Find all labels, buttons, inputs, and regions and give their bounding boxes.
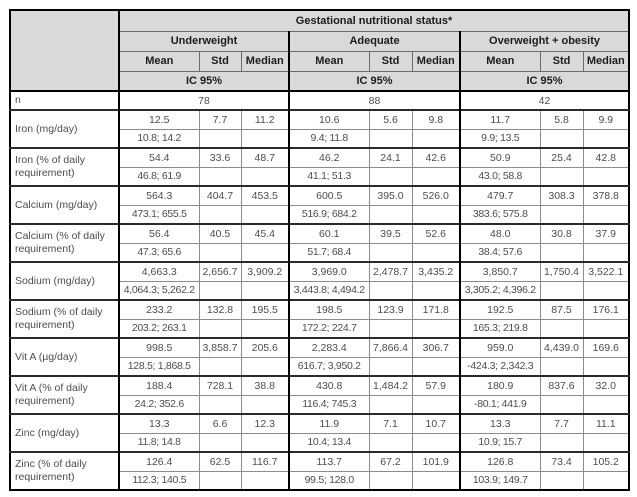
cell-empty	[583, 281, 629, 300]
cell-ic-95: 3,305.2; 4,396.2	[460, 281, 540, 300]
cell-median: 116.7	[241, 452, 289, 471]
cell-empty	[540, 319, 583, 338]
cell-median: 205.6	[241, 338, 289, 357]
cell-empty	[199, 357, 241, 376]
cell-median: 57.9	[412, 376, 460, 395]
cell-ic-95: -80.1; 441.9	[460, 395, 540, 414]
table-title: Gestational nutritional status*	[119, 10, 629, 31]
cell-std: 67.2	[369, 452, 412, 471]
cell-median: 11.1	[583, 414, 629, 433]
cell-std: 24.1	[369, 148, 412, 167]
cell-empty	[540, 281, 583, 300]
cell-empty	[583, 319, 629, 338]
cell-ic-95: 112.3; 140.5	[119, 471, 199, 490]
cell-empty	[241, 395, 289, 414]
row-label: Calcium (mg/day)	[10, 186, 119, 224]
cell-empty	[583, 357, 629, 376]
n-value-underweight: 78	[119, 91, 289, 110]
cell-median: 171.8	[412, 300, 460, 319]
nutrient-value-row	[10, 224, 629, 243]
cell-median: 32.0	[583, 376, 629, 395]
cell-mean: 11.9	[289, 414, 369, 433]
cell-std: 1,484.2	[369, 376, 412, 395]
cell-median: 52.6	[412, 224, 460, 243]
cell-median: 195.5	[241, 300, 289, 319]
cell-ic-95: -424.3; 2,342.3	[460, 357, 540, 376]
cell-empty	[540, 471, 583, 490]
cell-median: 3,522.1	[583, 262, 629, 281]
row-label: Iron (mg/day)	[10, 110, 119, 148]
cell-std: 3,858.7	[199, 338, 241, 357]
cell-mean: 2,283.4	[289, 338, 369, 357]
cell-ic-95: 203.2; 263.1	[119, 319, 199, 338]
row-label: Sodium (% of daily requirement)	[10, 300, 119, 338]
cell-median: 9.9	[583, 110, 629, 129]
cell-std: 6.6	[199, 414, 241, 433]
cell-mean: 233.2	[119, 300, 199, 319]
cell-ic-95: 99.5; 128.0	[289, 471, 369, 490]
cell-median: 12.3	[241, 414, 289, 433]
cell-empty	[412, 281, 460, 300]
row-label: Iron (% of daily requirement)	[10, 148, 119, 186]
cell-empty	[412, 433, 460, 452]
cell-std: 5.6	[369, 110, 412, 129]
cell-empty	[369, 167, 412, 186]
cell-median: 37.9	[583, 224, 629, 243]
ic-95-header: IC 95%	[289, 71, 460, 91]
cell-ic-95: 38.4; 57.6	[460, 243, 540, 262]
nutrient-value-row	[10, 110, 629, 129]
cell-median: 169.6	[583, 338, 629, 357]
cell-empty	[199, 205, 241, 224]
cell-ic-95: 116.4; 745.3	[289, 395, 369, 414]
cell-empty	[540, 357, 583, 376]
cell-std: 132.8	[199, 300, 241, 319]
cell-empty	[241, 243, 289, 262]
cell-std: 30.8	[540, 224, 583, 243]
nutrition-status-table	[9, 9, 630, 491]
cell-empty	[199, 433, 241, 452]
cell-empty	[583, 243, 629, 262]
cell-ic-95: 24.2; 352.6	[119, 395, 199, 414]
cell-empty	[369, 281, 412, 300]
cell-std: 395.0	[369, 186, 412, 205]
cell-empty	[540, 205, 583, 224]
ic-95-header: IC 95%	[460, 71, 629, 91]
cell-std: 308.3	[540, 186, 583, 205]
cell-mean: 126.4	[119, 452, 199, 471]
cell-mean: 60.1	[289, 224, 369, 243]
cell-empty	[199, 471, 241, 490]
cell-empty	[412, 243, 460, 262]
corner-cell	[10, 10, 119, 91]
cell-empty	[369, 319, 412, 338]
cell-empty	[583, 471, 629, 490]
col-header-mean: Mean	[119, 51, 199, 71]
cell-ic-95: 9.4; 11.8	[289, 129, 369, 148]
cell-median: 101.9	[412, 452, 460, 471]
cell-mean: 113.7	[289, 452, 369, 471]
col-header-median: Median	[412, 51, 460, 71]
group-header-adequate: Adequate	[289, 31, 460, 51]
n-value-adequate: 88	[289, 91, 460, 110]
cell-mean: 11.7	[460, 110, 540, 129]
row-label: Sodium (mg/day)	[10, 262, 119, 300]
cell-empty	[199, 319, 241, 338]
cell-ic-95: 103.9; 149.7	[460, 471, 540, 490]
cell-ic-95: 51.7; 68.4	[289, 243, 369, 262]
cell-ic-95: 616.7; 3,950.2	[289, 357, 369, 376]
cell-empty	[583, 433, 629, 452]
nutrient-value-row	[10, 148, 629, 167]
cell-ic-95: 10.9; 15.7	[460, 433, 540, 452]
col-header-std: Std	[199, 51, 241, 71]
cell-median: 38.8	[241, 376, 289, 395]
cell-ic-95: 43.0; 58.8	[460, 167, 540, 186]
cell-empty	[241, 471, 289, 490]
col-header-median: Median	[583, 51, 629, 71]
cell-mean: 564.3	[119, 186, 199, 205]
cell-empty	[369, 243, 412, 262]
cell-mean: 3,850.7	[460, 262, 540, 281]
cell-std: 7,866.4	[369, 338, 412, 357]
cell-empty	[241, 167, 289, 186]
cell-empty	[241, 205, 289, 224]
cell-empty	[412, 357, 460, 376]
cell-empty	[412, 129, 460, 148]
cell-empty	[369, 357, 412, 376]
cell-std: 40.5	[199, 224, 241, 243]
cell-empty	[412, 395, 460, 414]
nutrient-value-row	[10, 376, 629, 395]
cell-median: 45.4	[241, 224, 289, 243]
cell-ic-95: 128.5; 1,868.5	[119, 357, 199, 376]
cell-std: 7.7	[540, 414, 583, 433]
cell-mean: 180.9	[460, 376, 540, 395]
cell-std: 2,656.7	[199, 262, 241, 281]
cell-std: 62.5	[199, 452, 241, 471]
cell-empty	[540, 167, 583, 186]
cell-ic-95: 516.9; 684.2	[289, 205, 369, 224]
cell-ic-95: 3,443.8; 4,494.2	[289, 281, 369, 300]
cell-empty	[369, 433, 412, 452]
cell-ic-95: 172.2; 224.7	[289, 319, 369, 338]
cell-empty	[241, 319, 289, 338]
cell-median: 526.0	[412, 186, 460, 205]
col-header-std: Std	[369, 51, 412, 71]
row-label: Calcium (% of daily requirement)	[10, 224, 119, 262]
title-row	[10, 10, 629, 31]
cell-empty	[199, 129, 241, 148]
cell-std: 404.7	[199, 186, 241, 205]
cell-empty	[369, 129, 412, 148]
cell-ic-95: 41.1; 51.3	[289, 167, 369, 186]
cell-empty	[199, 167, 241, 186]
cell-empty	[369, 471, 412, 490]
n-label: n	[10, 91, 119, 110]
cell-std: 87.5	[540, 300, 583, 319]
cell-empty	[241, 357, 289, 376]
cell-empty	[540, 243, 583, 262]
cell-mean: 479.7	[460, 186, 540, 205]
cell-mean: 48.0	[460, 224, 540, 243]
cell-std: 25.4	[540, 148, 583, 167]
cell-empty	[369, 205, 412, 224]
col-header-mean: Mean	[460, 51, 540, 71]
row-label: Zinc (mg/day)	[10, 414, 119, 452]
cell-median: 42.6	[412, 148, 460, 167]
cell-mean: 54.4	[119, 148, 199, 167]
nutrient-value-row	[10, 262, 629, 281]
cell-ic-95: 11.8; 14.8	[119, 433, 199, 452]
cell-empty	[241, 281, 289, 300]
cell-empty	[199, 243, 241, 262]
cell-empty	[583, 205, 629, 224]
cell-median: 11.2	[241, 110, 289, 129]
row-label: Vit A (% of daily requirement)	[10, 376, 119, 414]
cell-median: 42.8	[583, 148, 629, 167]
nutrient-value-row	[10, 186, 629, 205]
cell-std: 39.5	[369, 224, 412, 243]
cell-mean: 4,663.3	[119, 262, 199, 281]
cell-median: 105.2	[583, 452, 629, 471]
cell-ic-95: 46.8; 61.9	[119, 167, 199, 186]
nutrient-value-row	[10, 414, 629, 433]
cell-ic-95: 9.9; 13.5	[460, 129, 540, 148]
cell-empty	[540, 433, 583, 452]
group-header-overweight-obesity: Overweight + obesity	[460, 31, 629, 51]
cell-empty	[583, 129, 629, 148]
cell-empty	[412, 319, 460, 338]
cell-empty	[241, 433, 289, 452]
cell-std: 5.8	[540, 110, 583, 129]
nutrient-value-row	[10, 338, 629, 357]
cell-mean: 56.4	[119, 224, 199, 243]
cell-median: 48.7	[241, 148, 289, 167]
cell-median: 3,909.2	[241, 262, 289, 281]
n-value-overweight-obesity: 42	[460, 91, 629, 110]
cell-median: 453.5	[241, 186, 289, 205]
cell-mean: 126.8	[460, 452, 540, 471]
cell-median: 306.7	[412, 338, 460, 357]
cell-mean: 959.0	[460, 338, 540, 357]
cell-std: 1,750.4	[540, 262, 583, 281]
cell-empty	[199, 281, 241, 300]
cell-mean: 46.2	[289, 148, 369, 167]
cell-std: 837.6	[540, 376, 583, 395]
cell-std: 7.1	[369, 414, 412, 433]
cell-empty	[583, 167, 629, 186]
cell-empty	[583, 395, 629, 414]
cell-mean: 188.4	[119, 376, 199, 395]
cell-median: 9.8	[412, 110, 460, 129]
cell-std: 4,439.0	[540, 338, 583, 357]
cell-mean: 13.3	[119, 414, 199, 433]
nutrient-value-row	[10, 452, 629, 471]
cell-empty	[199, 395, 241, 414]
cell-std: 7.7	[199, 110, 241, 129]
cell-ic-95: 47.3; 65.6	[119, 243, 199, 262]
cell-ic-95: 10.8; 14.2	[119, 129, 199, 148]
cell-ic-95: 4,064.3; 5,262.2	[119, 281, 199, 300]
col-header-mean: Mean	[289, 51, 369, 71]
cell-std: 2,478.7	[369, 262, 412, 281]
cell-std: 728.1	[199, 376, 241, 395]
group-header-underweight: Underweight	[119, 31, 289, 51]
cell-ic-95: 165.3; 219.8	[460, 319, 540, 338]
cell-mean: 10.6	[289, 110, 369, 129]
cell-mean: 998.5	[119, 338, 199, 357]
cell-median: 378.8	[583, 186, 629, 205]
cell-mean: 3,969.0	[289, 262, 369, 281]
cell-mean: 198.5	[289, 300, 369, 319]
cell-empty	[369, 395, 412, 414]
cell-empty	[241, 129, 289, 148]
cell-empty	[412, 471, 460, 490]
cell-median: 10.7	[412, 414, 460, 433]
cell-std: 33.6	[199, 148, 241, 167]
col-header-std: Std	[540, 51, 583, 71]
ic-95-header: IC 95%	[119, 71, 289, 91]
row-label: Vit A (µg/day)	[10, 338, 119, 376]
cell-std: 123.9	[369, 300, 412, 319]
cell-mean: 430.8	[289, 376, 369, 395]
nutrient-value-row	[10, 300, 629, 319]
cell-mean: 50.9	[460, 148, 540, 167]
cell-ic-95: 383.6; 575.8	[460, 205, 540, 224]
cell-ic-95: 10.4; 13.4	[289, 433, 369, 452]
cell-median: 176.1	[583, 300, 629, 319]
col-header-median: Median	[241, 51, 289, 71]
cell-median: 3,435.2	[412, 262, 460, 281]
row-label: Zinc (% of daily requirement)	[10, 452, 119, 490]
cell-mean: 13.3	[460, 414, 540, 433]
cell-empty	[412, 167, 460, 186]
sample-size-row	[10, 91, 629, 110]
cell-mean: 192.5	[460, 300, 540, 319]
cell-ic-95: 473.1; 655.5	[119, 205, 199, 224]
cell-std: 73.4	[540, 452, 583, 471]
cell-mean: 12.5	[119, 110, 199, 129]
cell-empty	[540, 129, 583, 148]
cell-empty	[540, 395, 583, 414]
cell-mean: 600.5	[289, 186, 369, 205]
cell-empty	[412, 205, 460, 224]
